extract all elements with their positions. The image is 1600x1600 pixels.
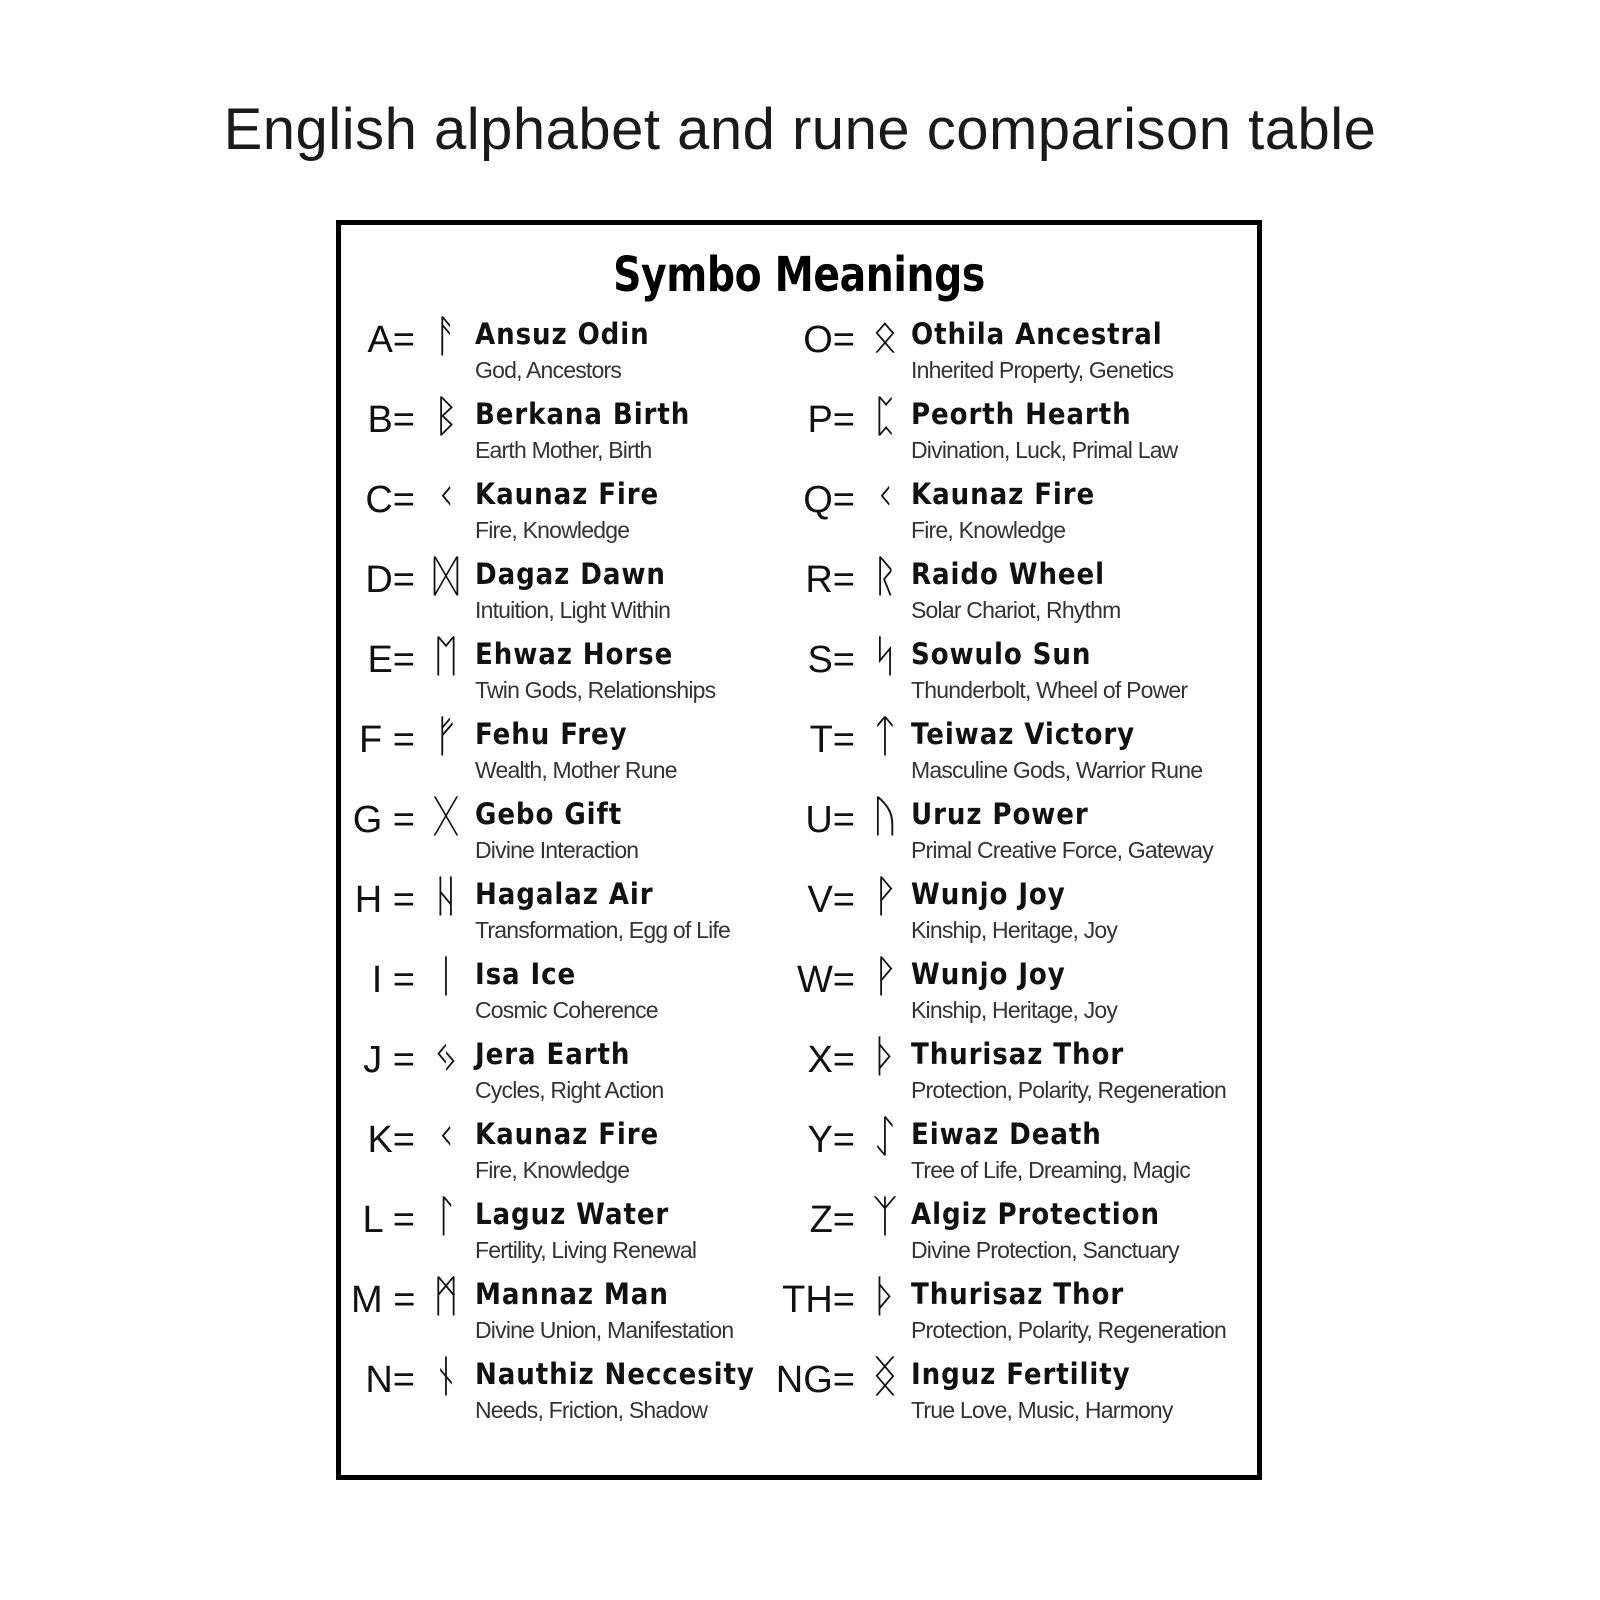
rune-entry [771,791,1257,877]
entry-letter: O= [803,319,855,361]
entry-letter: C= [365,479,415,521]
entry-name: Kaunaz Fire [475,477,660,511]
rune-entry [771,711,1257,797]
entry-letter: F = [359,719,415,761]
entry-description: Tree of Life, Dreaming, Magic [911,1157,1190,1183]
entry-description: Kinship, Heritage, Joy [911,997,1118,1023]
rune-entry [351,1191,751,1277]
teiwaz-rune-icon: ᛏ [871,711,899,762]
entry-description: Divine Protection, Sanctuary [911,1237,1179,1263]
entry-letter: Y= [807,1119,855,1161]
uruz-rune-icon: ᚢ [871,791,899,842]
entry-description: Thunderbolt, Wheel of Power [911,677,1188,703]
rune-entry [351,1031,751,1117]
entry-letter: L = [362,1199,415,1241]
gebo-rune-icon: ᚷ [432,791,460,842]
entry-letter: U= [805,799,855,841]
entry-description: Twin Gods, Relationships [475,677,716,703]
rune-entry [351,951,751,1037]
entry-name: Hagalaz Air [475,877,654,911]
thurisaz-rune-icon: ᚦ [871,1031,899,1082]
entry-name: Laguz Water [475,1197,670,1231]
entry-description: Divine Interaction [475,837,639,863]
entry-letter: I = [371,959,415,1001]
isa-rune-icon: ᛁ [432,951,460,1002]
entry-letter: T= [809,719,855,761]
entry-description: Intuition, Light Within [475,597,671,623]
rune-entry [771,1351,1257,1437]
entry-letter: W= [796,959,855,1001]
entry-letter: D= [365,559,415,601]
rune-entry [771,1111,1257,1197]
rune-entry [351,791,751,877]
rune-entry [771,1271,1257,1357]
entry-letter: Z= [809,1199,855,1241]
entry-letter: P= [807,399,855,441]
entry-description: Solar Chariot, Rhythm [911,597,1121,623]
rune-entry [771,311,1257,397]
rune-entry [351,311,751,397]
rune-entry [351,551,751,637]
entry-name: Dagaz Dawn [475,557,666,591]
berkana-rune-icon: ᛒ [432,391,460,442]
rune-entry [771,551,1257,637]
algiz-rune-icon: ᛉ [871,1191,899,1242]
mannaz-rune-icon: ᛗ [432,1271,460,1322]
entry-description: Wealth, Mother Rune [475,757,677,783]
entry-description: Masculine Gods, Warrior Rune [911,757,1203,783]
entry-description: Fire, Knowledge [475,517,630,543]
entry-name: Mannaz Man [475,1277,669,1311]
rune-entry [351,391,751,477]
entry-letter: H = [354,879,415,921]
kaunaz-rune-icon: ᚲ [432,1111,460,1162]
raido-rune-icon: ᚱ [871,551,899,602]
entry-name: Raido Wheel [911,557,1105,591]
entry-name: Thurisaz Thor [911,1037,1125,1071]
rune-entry [351,1111,751,1197]
othila-rune-icon: ᛟ [871,311,899,362]
thurisaz-rune-icon: ᚦ [871,1271,899,1322]
entry-name: Nauthiz Neccesity [475,1357,755,1391]
rune-entry [351,1351,755,1437]
ehwaz-rune-icon: ᛖ [432,631,460,682]
rune-entry [351,631,751,717]
entry-name: Jera Earth [475,1037,631,1071]
entry-letter: E= [367,639,415,681]
entry-name: Peorth Hearth [911,397,1132,431]
entry-description: Inherited Property, Genetics [911,357,1174,383]
entry-name: Eiwaz Death [911,1117,1102,1151]
entry-name: Kaunaz Fire [475,1117,660,1151]
entry-description: Divine Union, Manifestation [475,1317,734,1343]
entry-letter: S= [807,639,855,681]
entry-name: Kaunaz Fire [911,477,1096,511]
entry-letter: G = [352,799,415,841]
entry-description: God, Ancestors [475,357,622,383]
rune-entry [771,1191,1257,1277]
rune-entry [771,871,1257,957]
entry-letter: X= [807,1039,855,1081]
entry-name: Uruz Power [911,797,1089,831]
entry-description: Kinship, Heritage, Joy [911,917,1118,943]
rune-entry [351,1271,751,1357]
entry-letter: NG= [775,1359,855,1401]
entry-name: Gebo Gift [475,797,623,831]
card-title: Symbo Meanings [613,247,985,303]
jera-rune-icon: ᛃ [432,1031,460,1082]
entry-letter: N= [365,1359,415,1401]
entry-letter: J = [363,1039,415,1081]
entry-description: Fertility, Living Renewal [475,1237,697,1263]
entry-description: Cosmic Coherence [475,997,658,1023]
entry-letter: TH= [782,1279,855,1321]
entry-letter: A= [367,319,415,361]
rune-entry [771,1031,1257,1117]
entry-name: Ehwaz Horse [475,637,674,671]
entry-name: Inguz Fertility [911,1357,1131,1391]
nauthiz-rune-icon: ᚾ [432,1351,460,1402]
entry-description: Protection, Polarity, Regeneration [911,1317,1227,1343]
wunjo-rune-icon: ᚹ [871,871,899,922]
kaunaz-rune-icon: ᚲ [432,471,460,522]
entry-name: Othila Ancestral [911,317,1163,351]
ansuz-rune-icon: ᚨ [432,311,460,362]
entry-letter: V= [807,879,855,921]
fehu-rune-icon: ᚠ [432,711,460,762]
laguz-rune-icon: ᛚ [432,1191,460,1242]
rune-entry [771,951,1257,1037]
entry-description: Fire, Knowledge [911,517,1066,543]
entry-description: Primal Creative Force, Gateway [911,837,1213,863]
entry-name: Berkana Birth [475,397,691,431]
entry-description: Cycles, Right Action [475,1077,664,1103]
rune-entry [351,471,751,557]
sowulo-rune-icon: ᛋ [871,631,899,682]
entry-name: Wunjo Joy [911,957,1066,991]
entry-name: Isa Ice [475,957,577,991]
entry-name: Ansuz Odin [475,317,650,351]
entry-name: Algiz Protection [911,1197,1160,1231]
entry-name: Fehu Frey [475,717,628,751]
entry-letter: Q= [803,479,855,521]
hagalaz-rune-icon: ᚺ [432,871,460,922]
entry-description: True Love, Music, Harmony [911,1397,1173,1423]
entry-name: Sowulo Sun [911,637,1092,671]
entry-description: Earth Mother, Birth [475,437,652,463]
rune-entry [351,711,751,797]
entry-letter: M = [351,1279,416,1321]
entry-letter: R= [805,559,855,601]
entry-description: Transformation, Egg of Life [475,917,730,943]
entry-name: Wunjo Joy [911,877,1066,911]
page-title: English alphabet and rune comparison table [223,97,1377,162]
eiwaz-rune-icon: ᛇ [871,1111,899,1162]
entry-letter: K= [367,1119,415,1161]
entry-letter: B= [367,399,415,441]
peorth-rune-icon: ᛈ [871,391,899,442]
entry-description: Protection, Polarity, Regeneration [911,1077,1227,1103]
entry-name: Teiwaz Victory [911,717,1136,751]
entry-name: Thurisaz Thor [911,1277,1125,1311]
rune-entry [771,631,1257,717]
entry-description: Fire, Knowledge [475,1157,630,1183]
wunjo-rune-icon: ᚹ [871,951,899,1002]
rune-entry [771,391,1257,477]
entry-description: Needs, Friction, Shadow [475,1397,708,1423]
kaunaz-rune-icon: ᚲ [871,471,899,522]
inguz-rune-icon: ᛝ [871,1351,899,1402]
dagaz-rune-icon: ᛞ [432,551,460,602]
rune-entry [351,871,751,957]
rune-entry [771,471,1257,557]
entry-description: Divination, Luck, Primal Law [911,437,1178,463]
rune-meanings-card [336,220,1262,1480]
